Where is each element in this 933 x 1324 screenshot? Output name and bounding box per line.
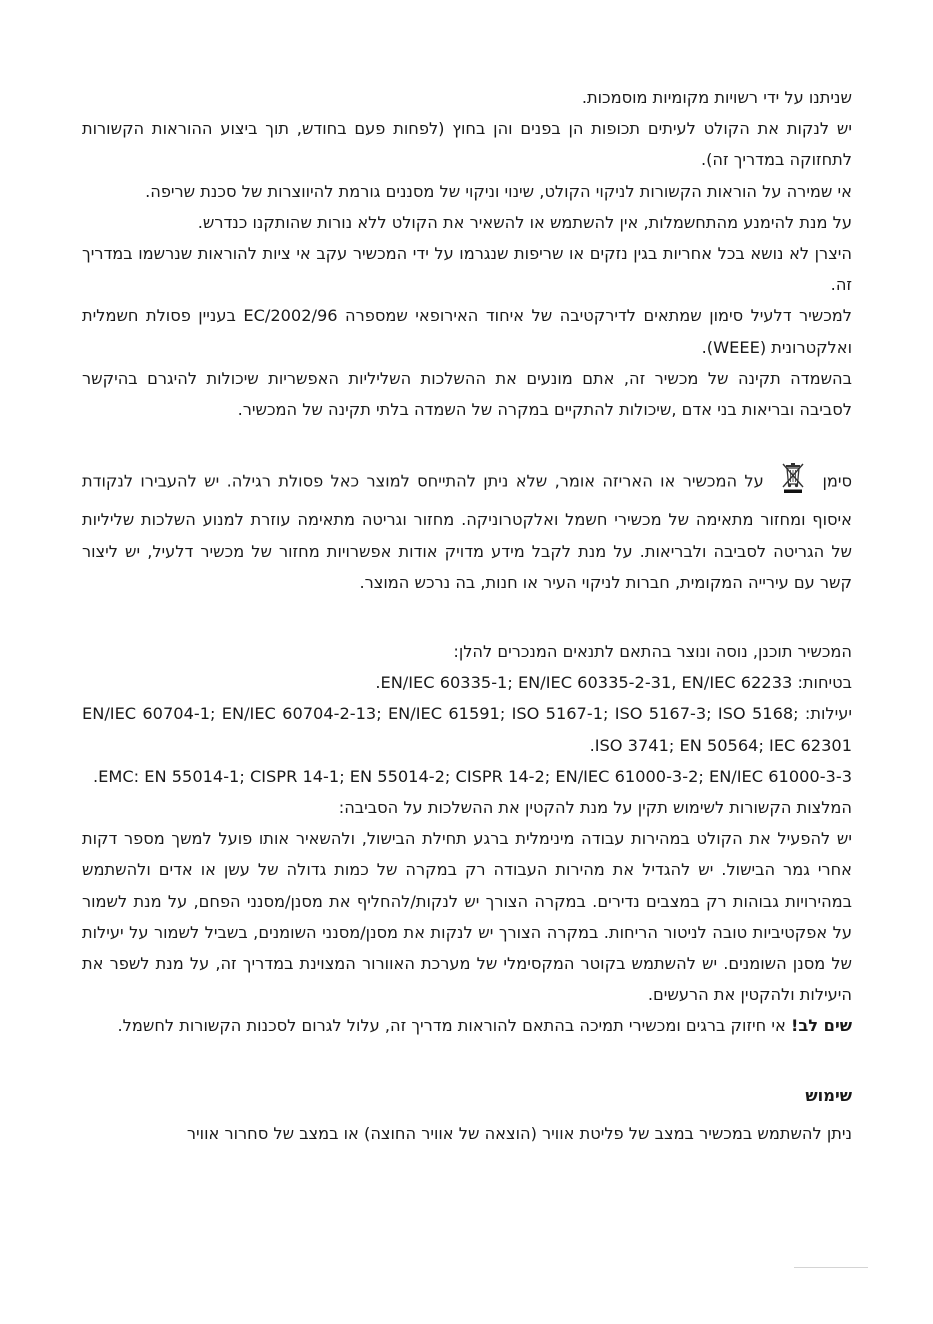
document-page [82, 82, 852, 1149]
paragraph-disposal: בהשמדה תקינה של מכשיר זה, אתם מונעים את ההשלכות השליליות האפשריות שיכולות להיגרם בהיקשר לסביבה ובריאות בני אדם ,שיכולות להתקיים במקרה של השמדה בלתי תקינה של המכשיר. [82, 368, 852, 420]
standards-safety: בטיחות: EN/IEC 60335-1; EN/IEC 60335-2-31, EN/IEC 62233. [375, 673, 852, 693]
standards-emc: EMC: EN 55014-1; CISPR 14-1; EN 55014-2; CISPR 14-2; EN/IEC 61000-3-2; EN/IEC 61000-3-3. [92, 766, 852, 786]
paragraph-weee-symbol [82, 460, 852, 598]
warning-label: שים לב! [791, 1016, 852, 1036]
paragraph-fire-risk: אי שמירה על הוראות הקשורות לניקוי הקולט, שינוי וניקוי של מסננים גורמת להיווצרות של סכנת שריפה. [145, 181, 852, 201]
paragraph-liability: היצרן לא נושא בכל אחריות בגין נזקים או שריפות שנגרמו על ידי המכשיר עקב אי ציות להוראות שנרשמו במדריך זה. [82, 244, 852, 295]
usage-heading: שימוש [805, 1085, 852, 1105]
warning-text: אי חיזוק ברגים ומכשירי תמיכה בהתאם להוראות מדריך זה, עלול לגרום לסכנות הקשורות לחשמל. [117, 1016, 786, 1036]
warning-paragraph [82, 1010, 852, 1041]
standards-efficiency: יעילות: EN/IEC 60704-1; EN/IEC 60704-2-13; EN/IEC 61591; ISO 5167-1; ISO 5167-3; ISO 5168; ISO 3741; EN 50564; IEC 62301. [82, 704, 852, 755]
environment-recommendations: יש להפעיל את הקולט במהירות עבודה מינימלית ברגע תחילת הבישול, ולהשאיר אותו פועל למשך מספר דקות אחרי גמר הבישול. יש להגדיל את מהירות העבודה רק במקרה של כמות גדולה של עשן או אדים ולהשתמש במהירויות גבוהות רק במצבים נדירים. במקרה הצורך יש לנקות/להחליף את מסנן/מסנני הפחם, על מנת לשמור על אפקטיביות טובה לניטור הריחות. במקרה הצורך יש לנקות את מסנן/מסנני השומנים, בשביל לשמור על יעילות של מסנן השומנים. יש להשתמש בקוטר המקסימלי של מערכת האוורור המצוינת במדריך זה, על מנת לשפר את היעילות ולהקטין את הרעשים. [82, 829, 852, 1005]
paragraph-continuation: שניתנו על ידי רשויות מקומיות מוסמכות. [581, 88, 852, 107]
standards-intro: המכשיר תוכנן, נוסה ונוצר בהתאם לתנאים המנכרים להלן: [453, 642, 852, 662]
paragraph-cleaning-frequency: יש לנקות את הקולט לעיתים תכופות הן בפנים והן בחוץ (לפחות פעם בחודש, תוך ביצוע ההוראות הקשורות לתחזוקה במדריך זה). [82, 119, 852, 170]
usage-text: ניתן להשתמש במכשיר במצב של פליטת אוויר (הוצאה של אוויר החוצה) או במצב של סחרור אוויר [186, 1123, 852, 1143]
paragraph-electrocution: על מנת להימנע מהתחשמלות, אין להשתמש או להשאיר את הקולט ללא נורות שהותקנו כנדרש. [197, 212, 852, 232]
environment-heading: המלצות הקשורות לשימוש תקין על מנת להקטין את ההשלכות על הסביבה: [338, 798, 852, 818]
weee-text-before: סימן [822, 471, 852, 491]
crossed-out-wheelie-bin-icon [777, 460, 809, 504]
weee-text-after: על המכשיר או האריזה אומר, שלא ניתן להתייחס למוצר כאל פסולת רגילה. יש להעבירו לנקודת איסוף ומחזור מתאימה של מכשירי חשמל ואלקטרוניקה. מחזור וגריטה מתאימה עוזרת למנוע השלכות שליליות של הגריטה לסביבה ולבריאות. על מנת לקבל מידע מדויק אודות אפשרויות מחזור של מכשיר דלעיל, יש ליצור קשר עם עירייה המקומית, חברות לניקוי העיר או חנות, בה נרכש המוצר. [82, 471, 852, 592]
paragraph-weee-directive: למכשיר דלעיל סימון שמתאים לדירקטיבה של איחוד האירופאי שמספרה EC/2002/96 בעניין פסולת חשמלית ואלקטרונית (WEEE). [82, 306, 853, 357]
footer-divider [794, 1267, 868, 1268]
